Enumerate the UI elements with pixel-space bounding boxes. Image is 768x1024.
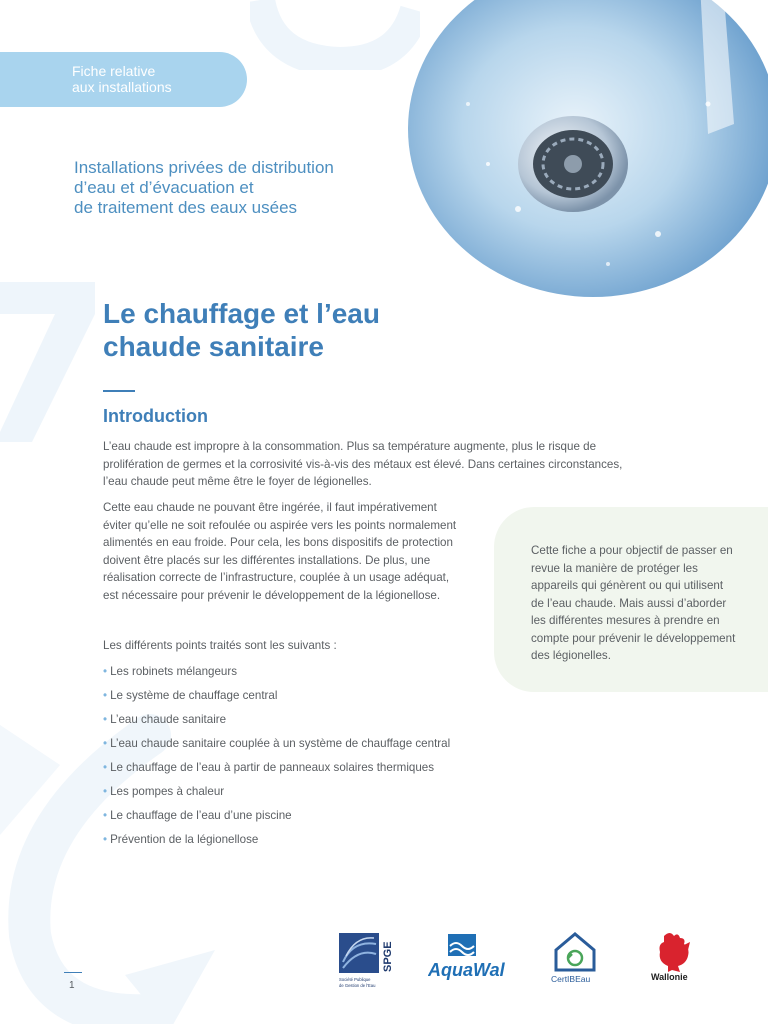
page-number: 1 (69, 980, 75, 991)
subtitle-line-1: Installations privées de distribution (74, 158, 334, 177)
list-item (103, 783, 450, 807)
spge-emblem-icon (338, 932, 396, 990)
certibeau-wordmark: CertIBEau (551, 974, 591, 984)
spge-logo (338, 932, 396, 990)
page-number-rule (64, 972, 82, 973)
bullet-icon: • (103, 713, 108, 726)
title-line-1: Le chauffage et l’eau (103, 298, 380, 329)
wallonie-wordmark: Wallonie (651, 972, 688, 982)
list-item (103, 735, 450, 759)
bullet-icon: • (103, 665, 108, 678)
large-seven-decoration (0, 282, 100, 442)
sink-drain-photo (408, 0, 768, 300)
series-subtitle (74, 158, 394, 218)
tab-line-2: aux installations (72, 79, 172, 95)
list-item (103, 687, 450, 711)
list-item-text: Le chauffage de l’eau à partir de panneaux solaires thermiques (110, 761, 435, 774)
list-item-text: Les robinets mélangeurs (110, 665, 238, 678)
subtitle-line-3: de traitement des eaux usées (74, 198, 298, 217)
intro-paragraph-2: Cette eau chaude ne pouvant être ingérée, il faut impérativement éviter qu’elle ne soit refoulée ou aspirée vers les points normalement alimentés en eau froide. Pour cela, les bons dispositifs de protection doivent être placés sur les différentes installations. De plus, une réalisation correcte de l’infrastructure, couplée à un usage adéquat, est nécessaire pour prévenir le développement de la légionellose. (103, 501, 457, 602)
list-item (103, 663, 450, 687)
list-item (103, 759, 450, 783)
bullet-icon: • (103, 689, 108, 702)
rooster-icon (648, 930, 698, 982)
list-item-text: Le chauffage de l’eau d’une piscine (110, 809, 292, 822)
bullet-icon: • (103, 809, 108, 822)
subtitle-line-2: d’eau et d’évacuation et (74, 178, 254, 197)
section-heading-introduction: Introduction (103, 406, 208, 426)
intro-paragraph-1: L’eau chaude est impropre à la consommation. Plus sa température augmente, plus le risque de prolifération de germes et la corrosivité vis-à-vis des métaux est élevé. Dans certaines circonstances, l’eau chaude peut même être le foyer de légionelles. (103, 440, 623, 488)
list-item-text: L’eau chaude sanitaire couplée à un système de chauffage central (110, 737, 451, 750)
title-line-2: chaude sanitaire (103, 331, 324, 362)
certibeau-house-icon (550, 930, 600, 985)
bullet-icon: • (103, 737, 108, 750)
list-item-text: Prévention de la légionellose (110, 833, 259, 846)
topics-list (103, 663, 450, 855)
page-title (103, 297, 463, 363)
bullet-icon: • (103, 833, 108, 846)
spge-caption-line-2: de Gestion de l'Eau (339, 983, 376, 988)
list-item-text: L’eau chaude sanitaire (110, 713, 227, 726)
arc-decoration (250, 0, 420, 70)
list-item-text: Les pompes à chaleur (110, 785, 225, 798)
aquawal-emblem-icon (428, 932, 512, 982)
tab-line-1: Fiche relative (72, 63, 156, 79)
list-intro: Les différents points traités sont les suivants : (103, 639, 337, 652)
spge-wordmark: SPGE (382, 941, 394, 972)
list-item (103, 831, 450, 855)
list-item-text: Le système de chauffage central (110, 689, 278, 702)
wallonie-logo (648, 930, 698, 982)
list-item (103, 711, 450, 735)
list-item (103, 807, 450, 831)
aquawal-logo (428, 932, 512, 982)
document-type-tab (0, 52, 247, 107)
aquawal-wordmark: AquaWal (428, 960, 505, 980)
certibeau-logo (550, 930, 600, 985)
callout-text: Cette fiche a pour objectif de passer en revue la manière de protéger les appareils qui génèrent ou qui utilisent de l’eau chaude. Mais aussi d’aborder les différentes mesures à prendre en compte pour prévenir le développement des légionelles. (531, 544, 736, 662)
bullet-icon: • (103, 785, 108, 798)
bullet-icon: • (103, 761, 108, 774)
spge-caption-line-1: Société Publique (339, 977, 371, 982)
title-divider (103, 390, 135, 392)
